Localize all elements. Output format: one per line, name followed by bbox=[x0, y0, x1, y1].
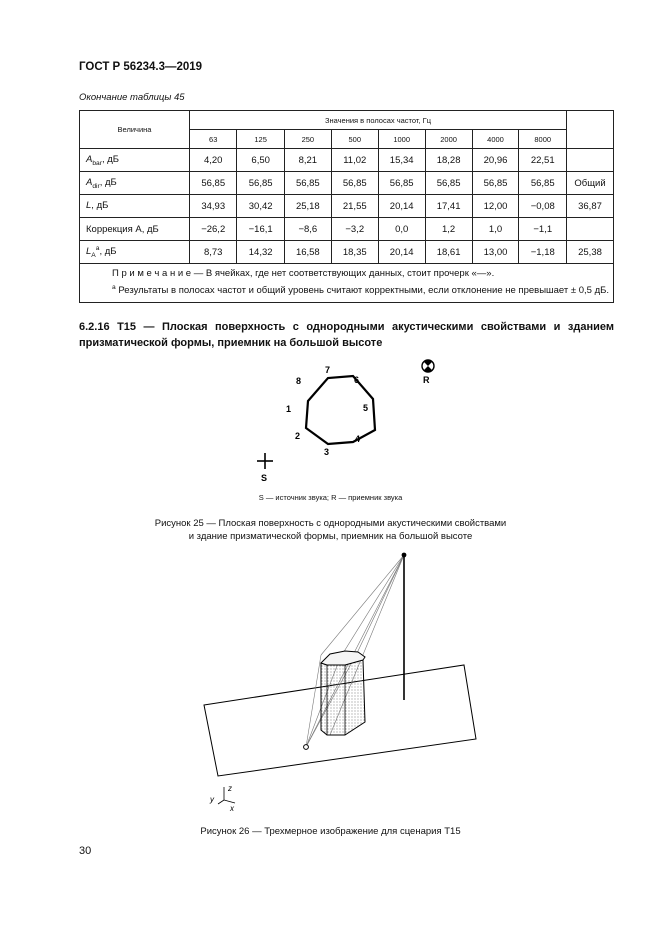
table-cell: 14,32 bbox=[237, 241, 284, 264]
vertex-label: 7 bbox=[325, 365, 331, 375]
table-cell: 21,55 bbox=[331, 195, 378, 218]
table-cell: −26,2 bbox=[190, 218, 237, 241]
table-cell: 56,85 bbox=[519, 172, 567, 195]
figure-25-plan bbox=[250, 355, 450, 485]
table-cell: 18,35 bbox=[331, 241, 378, 264]
note-label: П р и м е ч а н и е bbox=[112, 268, 192, 279]
table-caption: Окончание таблицы 45 bbox=[79, 92, 185, 103]
table-cell-total: Общий bbox=[567, 172, 614, 195]
table-cell: 15,34 bbox=[378, 149, 425, 172]
table-cell: 17,41 bbox=[425, 195, 472, 218]
figure-26-caption: Рисунок 26 — Трехмерное изображение для сценария Т15 bbox=[200, 826, 461, 837]
table-cell: 56,85 bbox=[284, 172, 331, 195]
vertex-label: 5 bbox=[363, 403, 369, 413]
table-cell: 4,20 bbox=[190, 149, 237, 172]
row-label: $A_{bar}$, дБ bbox=[80, 149, 190, 172]
note-text: — В ячейках, где нет соответствующих данных, стоит прочерк «—». bbox=[191, 268, 495, 279]
table-cell: 20,14 bbox=[378, 195, 425, 218]
frequency-header: 4000 bbox=[472, 130, 519, 149]
table-cell-total bbox=[567, 149, 614, 172]
figure-25-legend: S — источник звука; R — приемник звука bbox=[258, 493, 403, 502]
footnote-mark: a bbox=[112, 284, 116, 291]
table-cell: −8,6 bbox=[284, 218, 331, 241]
table-cell: 30,42 bbox=[237, 195, 284, 218]
figure-25-caption-line1: Рисунок 25 — Плоская поверхность с однородными акустическими свойствами bbox=[154, 518, 507, 529]
axis-x-label: x bbox=[230, 804, 234, 813]
column-header-total bbox=[567, 111, 614, 149]
table-cell-total: 25,38 bbox=[567, 241, 614, 264]
axis-z-label: z bbox=[228, 784, 232, 793]
table-cell: 56,85 bbox=[472, 172, 519, 195]
table-cell: 8,73 bbox=[190, 241, 237, 264]
table-cell: 18,28 bbox=[425, 149, 472, 172]
table-cell: 25,18 bbox=[284, 195, 331, 218]
table-cell: 12,00 bbox=[472, 195, 519, 218]
standard-header: ГОСТ Р 56234.3—2019 bbox=[79, 61, 203, 73]
vertex-label: 3 bbox=[324, 447, 330, 457]
table-cell: 1,0 bbox=[472, 218, 519, 241]
table-cell: 11,02 bbox=[331, 149, 378, 172]
column-header-quantity: Величина bbox=[80, 111, 190, 149]
table-row bbox=[80, 172, 614, 195]
table-cell: 13,00 bbox=[472, 241, 519, 264]
row-label: L, дБ bbox=[80, 195, 190, 218]
vertex-label: 1 bbox=[286, 404, 292, 414]
building-prism bbox=[321, 651, 365, 735]
receiver-icon bbox=[422, 360, 434, 372]
footnote-text: Результаты в полосах частот и общий уровень считают корректными, если отклонение не превышает ± 0,5 дБ. bbox=[115, 285, 609, 297]
table-cell: 0,0 bbox=[378, 218, 425, 241]
vertex-label: 8 bbox=[296, 376, 302, 386]
column-header-frequency-group: Значения в полосах частот, Гц bbox=[190, 111, 567, 130]
table-cell: −3,2 bbox=[331, 218, 378, 241]
table-cell: 1,2 bbox=[425, 218, 472, 241]
table-cell: 56,85 bbox=[331, 172, 378, 195]
table-cell: 56,85 bbox=[190, 172, 237, 195]
row-label: Коррекция А, дБ bbox=[80, 218, 190, 241]
frequency-header: 63 bbox=[190, 130, 237, 149]
axes-icon bbox=[218, 787, 235, 804]
frequency-header: 1000 bbox=[378, 130, 425, 149]
table-cell: 56,85 bbox=[378, 172, 425, 195]
section-title: 6.2.16 Т15 — Плоская поверхность с однородными акустическими свойствами и зданием призматической формы, приемник на большой высоте bbox=[79, 321, 614, 349]
axis-y-label: y bbox=[210, 795, 214, 804]
frequency-header: 8000 bbox=[519, 130, 567, 149]
table-note bbox=[80, 264, 614, 303]
frequency-header: 2000 bbox=[425, 130, 472, 149]
source-label: S bbox=[261, 473, 268, 483]
table-row bbox=[80, 241, 614, 264]
table-cell: 34,93 bbox=[190, 195, 237, 218]
table-cell: 20,96 bbox=[472, 149, 519, 172]
table-row bbox=[80, 195, 614, 218]
row-label: $A_{dir}$, дБ bbox=[80, 172, 190, 195]
table-cell: 16,58 bbox=[284, 241, 331, 264]
frequency-header: 250 bbox=[284, 130, 331, 149]
table-cell-total: 36,87 bbox=[567, 195, 614, 218]
table-cell: −16,1 bbox=[237, 218, 284, 241]
table-cell: 18,61 bbox=[425, 241, 472, 264]
table-cell-total bbox=[567, 218, 614, 241]
table-cell: 6,50 bbox=[237, 149, 284, 172]
table-cell: −1,18 bbox=[519, 241, 567, 264]
receiver-point bbox=[402, 553, 407, 558]
frequency-header: 500 bbox=[331, 130, 378, 149]
page-number: 30 bbox=[79, 845, 92, 857]
table-row bbox=[80, 218, 614, 241]
table-cell: 8,21 bbox=[284, 149, 331, 172]
table-cell: 20,14 bbox=[378, 241, 425, 264]
table-cell: 22,51 bbox=[519, 149, 567, 172]
table-cell: −1,1 bbox=[519, 218, 567, 241]
row-label: $L_A^a$, дБ bbox=[80, 241, 190, 264]
vertex-label: 4 bbox=[355, 434, 361, 444]
vertex-label: 6 bbox=[354, 375, 360, 385]
receiver-label: R bbox=[423, 375, 430, 385]
table-cell: 56,85 bbox=[425, 172, 472, 195]
table-cell: −0,08 bbox=[519, 195, 567, 218]
figure-25-caption-line2: и здание призматической формы, приемник на большой высоте bbox=[188, 531, 473, 542]
vertex-label: 2 bbox=[295, 431, 301, 441]
table-row bbox=[80, 149, 614, 172]
table-cell: 56,85 bbox=[237, 172, 284, 195]
table-45 bbox=[79, 110, 614, 303]
source-icon bbox=[257, 453, 273, 469]
figure-26-3d-view bbox=[195, 545, 495, 815]
frequency-header: 125 bbox=[237, 130, 284, 149]
source-point bbox=[304, 745, 309, 750]
